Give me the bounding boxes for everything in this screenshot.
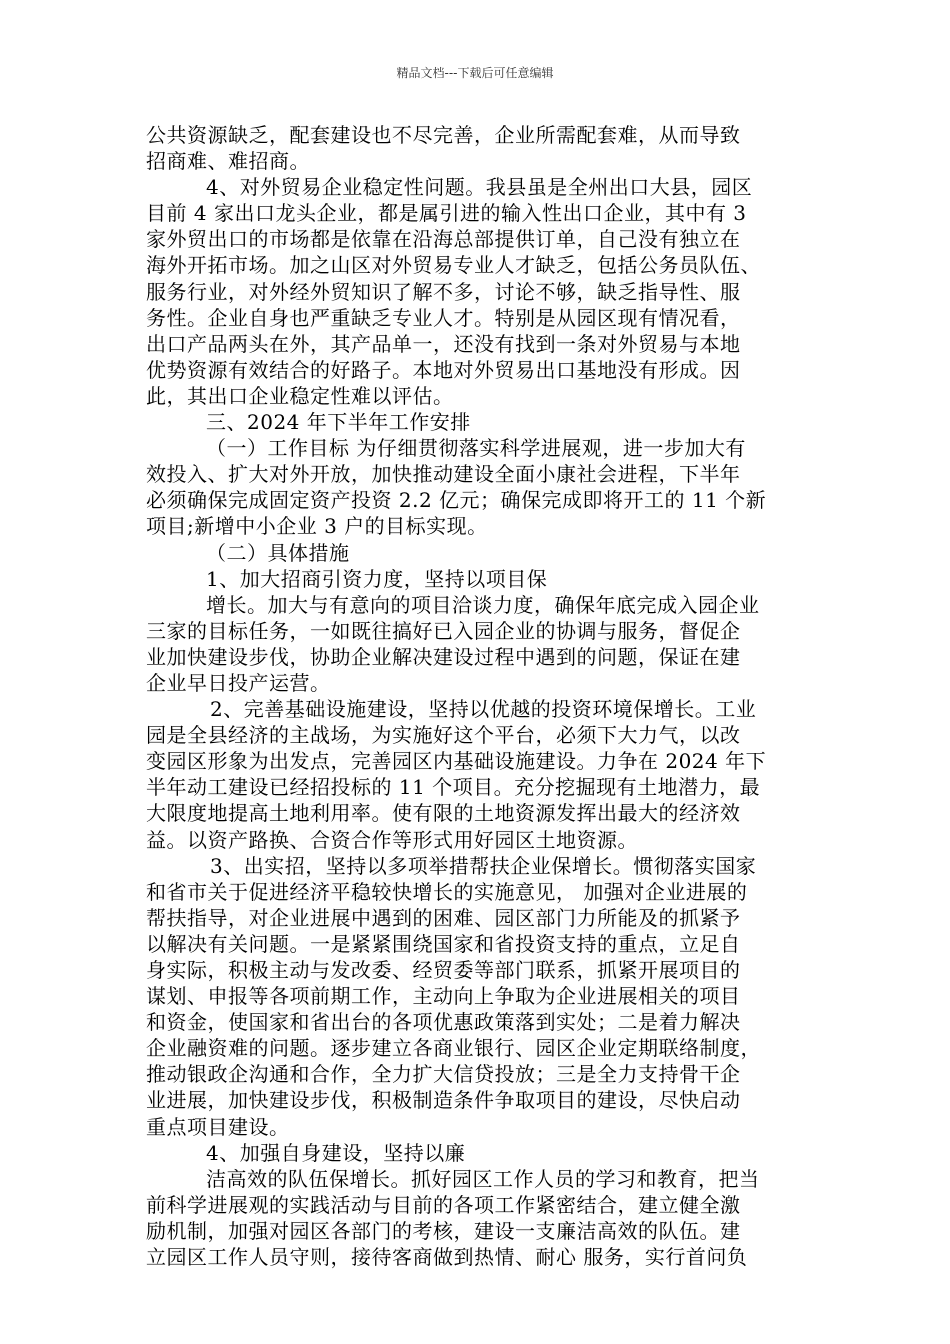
text-line: 4、对外贸易企业稳定性问题。我县虽是全州出口大县，园区 — [206, 175, 753, 200]
text-line: （一）工作目标 为仔细贯彻落实科学进展观，进一步加大有 — [206, 436, 746, 461]
text-line: 重点项目建设。 — [146, 1114, 290, 1139]
text-line: 增长。加大与有意向的项目洽谈力度，确保年底完成入园企业 — [206, 592, 760, 617]
text-line: 推动银政企沟通和合作，全力扩大信贷投放；三是全力支持骨干企 — [146, 1062, 741, 1087]
text-line: 大限度地提高土地利用率。使有限的土地资源发挥出最大的经济效 — [146, 801, 741, 826]
text-line: 三家的目标任务，一如既往搞好已入园企业的协调与服务，督促企 — [146, 618, 741, 643]
text-line: 项目;新增中小企业 3 户的目标实现。 — [146, 514, 488, 539]
text-line: 变园区形象为出发点，完善园区内基础设施建设。力争在 2024 年下 — [146, 749, 767, 774]
text-line: 洁高效的队伍保增长。抓好园区工作人员的学习和教育，把当 — [206, 1166, 760, 1191]
text-line: 务性。企业自身也严重缺乏专业人才。特别是从园区现有情况看， — [146, 305, 741, 330]
text-line: 帮扶指导，对企业进展中遇到的困难、园区部门力所能及的抓紧予 — [146, 905, 741, 930]
text-line: 业加快建设步伐，协助企业解决建设过程中遇到的问题，保证在建 — [146, 644, 741, 669]
text-line: 园是全县经济的主战场，为实施好这个平台，必须下大力气，以改 — [146, 723, 741, 748]
text-line: （二）具体措施 — [206, 540, 350, 565]
text-line: 家外贸出口的市场都是依靠在沿海总部提供订单，自己没有独立在 — [146, 227, 741, 252]
text-line: 和省市关于促进经济平稳较快增长的实施意见， 加强对企业进展的 — [146, 879, 748, 904]
text-line: 前科学进展观的实践活动与目前的各项工作紧密结合，建立健全激 — [146, 1192, 741, 1217]
text-line: 4、加强自身建设，坚持以廉 — [206, 1140, 466, 1165]
text-line: 谋划、申报等各项前期工作，主动向上争取为企业进展相关的项目 — [146, 984, 741, 1009]
document-body — [146, 122, 820, 1270]
text-line: 公共资源缺乏，配套建设也不尽完善，企业所需配套难，从而导致 — [146, 123, 741, 147]
text-line: 海外开拓市场。加之山区对外贸易专业人才缺乏，包括公务员队伍、 — [146, 253, 761, 278]
page-header: 精品文档---下载后可任意编辑 — [396, 66, 554, 80]
text-line: 以解决有关问题。一是紧紧围绕国家和省投资支持的重点，立足自 — [146, 931, 741, 956]
text-line: 立园区工作人员守则，接待客商做到热情、耐心 服务，实行首问负 — [146, 1245, 748, 1270]
text-line: 出口产品两头在外，其产品单一，还没有找到一条对外贸易与本地 — [146, 331, 741, 356]
text-line: 业进展，加快建设步伐，积极制造条件争取项目的建设，尽快启动 — [146, 1088, 741, 1113]
text-line: 和资金，使国家和省出台的各项优惠政策落到实处；二是着力解决 — [146, 1010, 741, 1035]
text-line: 三、2024 年下半年工作安排 — [206, 410, 471, 435]
text-line: 半年动工建设已经招投标的 11 个项目。充分挖掘现有土地潜力，最 — [146, 775, 761, 800]
text-line: 益。以资产路换、合资合作等形式用好园区土地资源。 — [146, 827, 638, 852]
text-line: 2、完善基础设施建设，坚持以优越的投资环境保增长。工业 — [210, 697, 757, 722]
text-line: 3、出实招，坚持以多项举措帮扶企业保增长。惯彻落实国家 — [210, 853, 757, 878]
text-line: 1、加大招商引资力度，坚持以项目保 — [206, 566, 548, 591]
text-line: 效投入、扩大对外开放，加快推动建设全面小康社会进程，下半年 — [146, 462, 741, 487]
text-line: 必须确保完成固定资产投资 2.2 亿元；确保完成即将开工的 11 个新 — [146, 488, 767, 513]
text-line: 企业融资难的问题。逐步建立各商业银行、园区企业定期联络制度， — [146, 1036, 761, 1061]
text-line: 优势资源有效结合的好路子。本地对外贸易出口基地没有形成。因 — [146, 357, 741, 382]
text-line: 目前 4 家出口龙头企业，都是属引进的输入性出口企业，其中有 3 — [146, 201, 747, 226]
text-line: 招商难、难招商。 — [146, 149, 310, 174]
text-line: 身实际，积极主动与发改委、经贸委等部门联系，抓紧开展项目的 — [146, 958, 741, 982]
text-line: 此，其出口企业稳定性难以评估。 — [146, 383, 454, 408]
text-line: 企业早日投产运营。 — [146, 670, 331, 695]
text-line: 励机制，加强对园区各部门的考核，建设一支廉洁高效的队伍。建 — [146, 1218, 741, 1243]
text-line: 服务行业，对外经外贸知识了解不多，讨论不够，缺乏指导性、服 — [146, 279, 741, 304]
